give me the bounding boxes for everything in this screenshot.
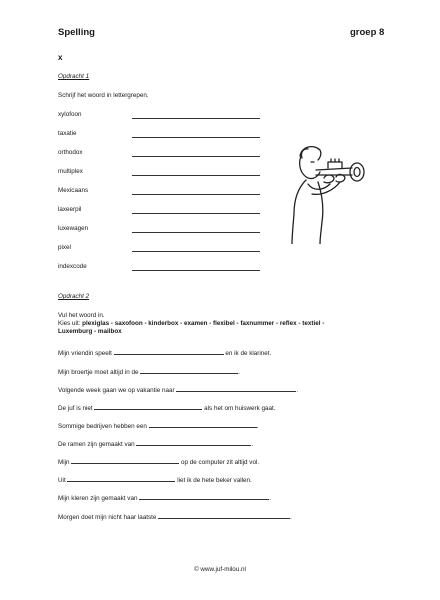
answer-line[interactable] — [132, 251, 260, 252]
word-row — [58, 206, 81, 213]
trumpet-player-illustration — [278, 138, 378, 244]
sentence-start: De juf is niet — [58, 405, 93, 412]
sentence-row — [58, 386, 298, 394]
word-row — [58, 149, 83, 156]
fill-in-blank[interactable] — [114, 349, 224, 355]
sentence-row — [58, 440, 253, 448]
word-row — [58, 130, 77, 137]
sentence-row — [58, 422, 258, 430]
word-label: Mexicaans — [58, 187, 89, 194]
sentence-row — [58, 476, 252, 484]
word-row — [58, 244, 71, 251]
sentence-start: Mijn broertje moet altijd in de — [58, 369, 139, 376]
answer-line[interactable] — [132, 137, 260, 138]
fill-in-blank[interactable] — [149, 422, 257, 428]
sentence-start: De ramen zijn gemaakt van — [58, 441, 135, 448]
exercise1-instruction: Schrijf het woord in lettergrepen. — [58, 92, 149, 99]
exercise1-heading: Opdracht 1 — [58, 73, 90, 80]
sentence-start: Sommige bedrijven hebben een — [58, 423, 147, 430]
answer-line[interactable] — [132, 175, 260, 176]
word-row — [58, 168, 83, 175]
word-label: orthodox — [58, 149, 83, 156]
sentence-end: en ik de klarinet. — [225, 350, 272, 357]
fill-in-blank[interactable] — [176, 386, 299, 394]
worksheet-title: Spelling — [58, 27, 95, 38]
sentence-row — [58, 458, 259, 466]
word-row — [58, 187, 88, 194]
word-row — [58, 263, 87, 270]
sentence-start: Mijn — [58, 459, 70, 466]
exercise2-heading: Opdracht 2 — [58, 293, 90, 300]
letter-mark: x — [58, 53, 63, 62]
fill-in-blank[interactable] — [67, 476, 175, 482]
sentence-row — [58, 368, 240, 376]
sentence-end: . — [256, 423, 259, 430]
word-label: pixel — [58, 244, 71, 251]
fill-in-blank[interactable] — [139, 494, 269, 500]
word-options: plexiglas - saxofoon - kinderbox - examen - flexibel - faxnummer - reflex - textiel - — [82, 320, 325, 327]
answer-line[interactable] — [132, 270, 260, 271]
word-label: xylofoon — [58, 111, 82, 118]
answer-line[interactable] — [132, 156, 260, 157]
fill-in-blank[interactable] — [136, 440, 254, 448]
sentence-end: als het om huiswerk gaat. — [204, 405, 276, 412]
sentence-end: . — [290, 514, 292, 521]
fill-in-blank[interactable] — [94, 404, 202, 410]
answer-line[interactable] — [132, 118, 260, 119]
fill-in-blank[interactable] — [71, 458, 179, 464]
sentence-row — [58, 404, 276, 412]
answer-line[interactable] — [132, 232, 260, 233]
word-options-continued: Luxemburg - mailbox — [58, 328, 122, 335]
word-label: laxeerpil — [58, 206, 82, 213]
answer-line[interactable] — [132, 194, 260, 195]
footer-copyright: © www.juf-milou.nl — [194, 566, 246, 573]
sentence-end: op de computer zit altijd vol. — [181, 459, 260, 466]
sentence-start: Volgende week gaan we op vakantie naar — [58, 387, 175, 394]
fill-in-blank[interactable] — [140, 368, 238, 374]
choose-label: Kies uit: — [58, 320, 81, 327]
word-row — [58, 225, 88, 232]
fill-in-blank[interactable] — [158, 513, 290, 519]
word-label: multiplex — [58, 168, 83, 175]
sentence-row — [58, 513, 292, 521]
group-label: groep 8 — [350, 27, 385, 38]
sentence-row — [58, 494, 271, 502]
sentence-start: Morgen doet mijn nicht haar laatste — [58, 514, 157, 521]
sentence-end: . — [238, 369, 240, 376]
sentence-end: . — [296, 387, 299, 394]
word-label: taxatie — [58, 130, 77, 137]
word-label: luxewagen — [58, 225, 89, 232]
sentence-end: . — [269, 495, 271, 502]
word-row — [58, 111, 81, 118]
sentence-row — [58, 349, 271, 357]
sentence-end: liet ik de hete beker vallen. — [177, 477, 252, 484]
sentence-start: Mijn kleren zijn gemaakt van — [58, 495, 138, 502]
sentence-start: Uit — [58, 477, 66, 484]
exercise2-instruction: Vul het woord in. — [58, 312, 105, 319]
answer-line[interactable] — [132, 213, 260, 214]
word-label: indexcode — [58, 263, 87, 270]
sentence-end: . — [251, 441, 254, 448]
word-choices — [58, 320, 324, 327]
sentence-start: Mijn vriendin speelt — [58, 350, 112, 357]
